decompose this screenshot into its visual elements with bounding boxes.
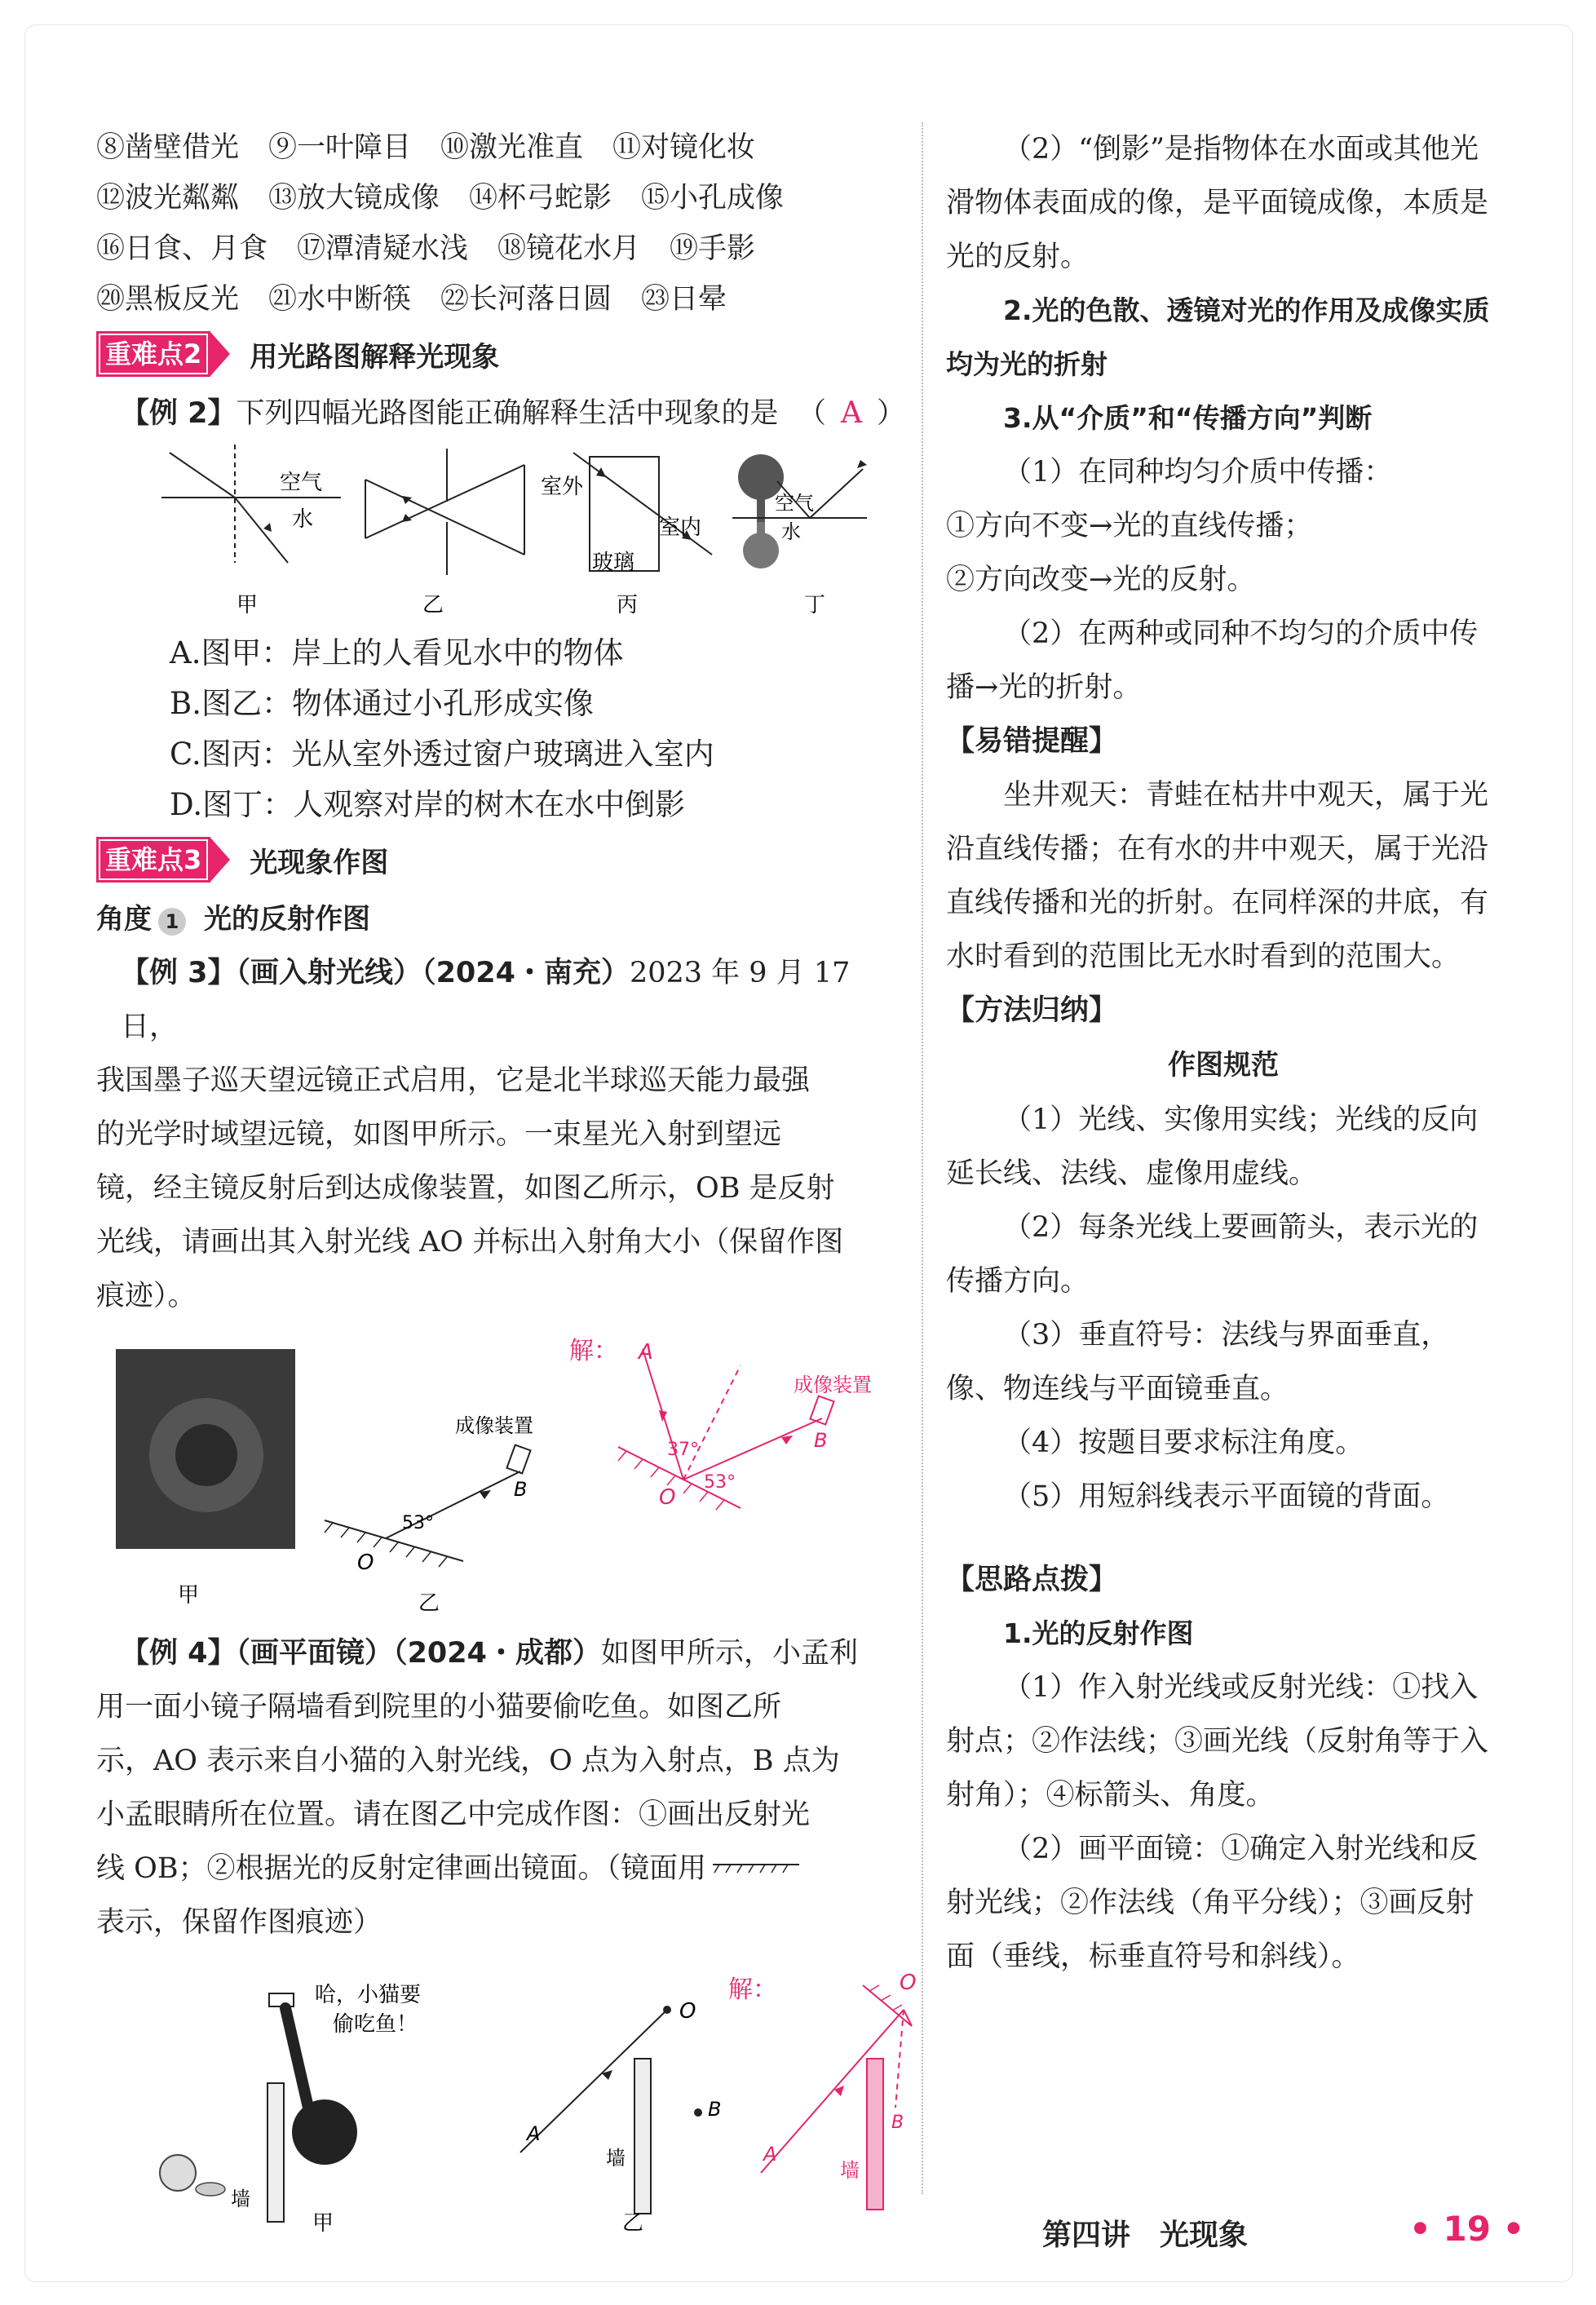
bracket-open: （ [798,397,827,430]
text-line: 的光学时域望远镜，如图甲所示。一束星光入射到望远 [96,1118,782,1151]
warning-title: 【易错提醒】 [946,725,1118,758]
idiom-item: ㉑水中断筷 [268,283,412,316]
method-rule-5: （5）用短斜线表示平面镜的背面。 [1003,1480,1450,1513]
label-indoor: 室内 [659,515,702,540]
label-imaging: 成像装置 [455,1414,533,1437]
idiom-item: ⑱镜花水月 [497,232,641,265]
label-b: B [891,2113,904,2133]
caption-jia: 甲 [178,1583,200,1608]
idiom-item: ⑫波光粼粼 [96,182,240,215]
right-column [946,122,1501,1984]
label-o: O [659,1485,676,1510]
label-o: O [900,1971,917,1995]
label-outdoor: 室外 [541,475,584,499]
answer-value: A [841,396,863,430]
angle-label: 角度 [96,903,152,936]
figure-yi [520,1999,721,2236]
answer-bracket [798,387,905,440]
label-angle-in: 37° [667,1440,699,1460]
label-water: 水 [781,520,801,543]
label-imaging: 成像装置 [794,1374,872,1396]
idiom-list [96,122,912,325]
option-c: C.图丙：光从室外透过窗户玻璃进入室内 [170,737,714,772]
option-d: D.图丁：人观察对岸的树木在水中倒影 [170,787,686,822]
section-header-3 [96,834,912,886]
method-rule-2: （2）每条光线上要画箭头，表示光的传播方向。 [946,1211,1479,1298]
example-label: 【例 4】 [121,1637,237,1670]
example-4-line [96,1626,912,1680]
angle-title: 光的反射作图 [204,903,370,936]
example-3-figures [96,1333,912,1626]
text-line: 镜，经主镜反射后到达成像装置，如图乙所示，OB 是反射 [96,1172,835,1205]
method-title: 【方法归纳】 [946,994,1118,1027]
section-header-2 [96,328,912,380]
idiom-row-2 [96,173,912,223]
method-rule-4: （4）按题目要求标注角度。 [1003,1427,1364,1459]
figure-yi [325,1414,533,1616]
idiom-item: ㉒长河落日圆 [440,283,612,316]
tag-arrow-icon [210,332,230,376]
label-o: O [357,1551,374,1575]
label-b: B [708,2098,722,2121]
label-air: 空气 [280,471,323,495]
example-label: 【例 3】 [121,957,237,989]
solution-figure [569,1337,872,1510]
solution-figure [728,1971,916,2210]
text-line: 表示，保留作图痕迹） [96,1906,382,1939]
text-line: 用一面小镜子隔墙看到院里的小猫要偷吃鱼。如图乙所 [96,1691,782,1723]
caption-jia: 甲 [237,593,259,617]
idiom-item: ⑭杯弓蛇影 [469,182,612,215]
speech-line-2: 偷吃鱼！ [333,2012,418,2037]
example-4-figures [96,1961,917,2238]
speech-line-1: 哈，小猫要 [315,1983,422,2007]
example-label: 【例 2】 [121,397,237,430]
reflection-note: （2）“倒影”是指物体在水面或其他光滑物体表面成的像，是平面镜成像，本质是光的反射。 [946,133,1489,273]
example-4-text [96,1626,912,1949]
example-3-text [96,946,912,1323]
person-head-icon [292,2099,357,2165]
label-a: A [639,1340,653,1365]
label-o: O [679,1999,696,2024]
tag-arrow-icon [210,838,230,882]
example-2-options [96,628,912,830]
method-subtitle: 作图规范 [1168,1049,1279,1082]
idiom-item: ⑬放大镜成像 [268,182,440,215]
label-angle: 53° [402,1513,434,1533]
label-wall: 墙 [840,2159,860,2182]
idiom-item: ⑨一叶障目 [268,131,412,164]
idiom-item: ⑮小孔成像 [641,182,785,215]
idiom-item: ㉓日晕 [641,283,727,316]
method-rule-3: （3）垂直符号：法线与界面垂直，像、物连线与平面镜垂直。 [946,1319,1450,1405]
caption-yi: 乙 [622,2211,644,2236]
text-line: 我国墨子巡天望远镜正式启用，它是北半球巡天能力最强 [96,1064,811,1097]
example-3-line [96,946,912,1054]
figure-jia [160,1983,421,2236]
imaging-device-icon [506,1444,530,1473]
option-a: A.图甲：岸上的人看见水中的物体 [170,635,624,670]
solution-label: 解： [569,1337,618,1365]
warning-text: 坐井观天：青蛙在枯井中观天，属于光沿直线传播；在有水的井中观天，属于光沿直线传播和光的折射。在同样深的井底，有水时看到的范围比无水时看到的范围大。 [946,779,1489,973]
solution-label: 解： [728,1975,777,2004]
example-source: （2024・成都） [393,1637,601,1670]
idiom-item: ⑧凿壁借光 [96,131,240,164]
caption-yi: 乙 [422,593,444,617]
section-tag: 重难点2 [96,331,210,377]
text-line: 小孟眼睛所在位置。请在图乙中完成作图：①画出反射光 [96,1798,811,1831]
idiom-row-4 [96,274,912,325]
medium-rule-1b: ②方向改变→光的反射。 [946,564,1256,596]
label-glass: 玻璃 [592,551,635,575]
label-water: 水 [292,507,314,532]
bracket-close: ） [877,397,906,430]
left-column [96,122,917,2238]
section-tag: 重难点3 [96,837,210,883]
text-line: 2023 年 9 月 17 日， [121,957,851,1043]
caption-bing: 丙 [617,593,639,617]
label-wall: 墙 [606,2147,626,2170]
text-line: 示，AO 表示来自小猫的入射光线，O 点为入射点，B 点为 [96,1745,840,1777]
idiom-item: ⑪对镜化妆 [612,131,756,164]
idea-title: 【思路点拨】 [946,1564,1118,1596]
label-air: 空气 [775,492,814,515]
eye-icon [857,460,867,468]
label-a: A [763,2143,777,2166]
section-title: 光现象作图 [250,846,389,879]
heading-2: 2.光的色散、透镜对光的作用及成像实质均为光的折射 [946,294,1490,380]
fish-icon [196,2183,225,2196]
label-b: B [514,1478,528,1501]
method-rule-1: （1）光线、实像用实线；光线的反向延长线、法线、虚像用虚线。 [946,1104,1479,1190]
idea-heading: 1.光的反射作图 [1003,1617,1194,1649]
figure-yi [365,449,524,617]
idiom-row-1 [96,122,912,173]
cat-icon [160,2155,196,2191]
idea-step-1: （1）作入射光线或反射光线：①找入射点；②作法线；③画光线（反射角等于入射角）；④标箭头、角度。 [946,1671,1489,1812]
option-b: B.图乙：物体通过小孔形成实像 [170,686,594,721]
wall-icon [867,2059,883,2210]
medium-rule-1a: ①方向不变→光的直线传播； [946,510,1313,542]
wall-icon [267,2083,284,2222]
text-line: 痕迹）。 [96,1280,197,1312]
figure-bing [541,453,712,617]
example-tag: （画平面镜） [236,1637,394,1670]
idiom-item: ⑳黑板反光 [96,283,240,316]
medium-rule-2: （2）在两种或同种不均匀的介质中传播→光的折射。 [946,617,1479,704]
caption-ding: 丁 [804,593,826,617]
chapter-title: 第四讲 光现象 [1042,2219,1249,2252]
example-tag: （画入射光线） [236,957,422,989]
label-angle: 53° [704,1472,736,1493]
heading-3: 3.从“介质”和“传播方向”判断 [1003,402,1373,434]
mirror-symbol-icon [711,1860,801,1881]
text-line-with-mirror [96,1842,912,1896]
column-divider [922,122,923,2194]
text-line: 光线，请画出其入射光线 AO 并标出入射角大小（保留作图 [96,1226,844,1259]
figure-ding [732,454,867,617]
label-a: A [527,2122,541,2145]
example-source: （2024・南充） [422,957,630,989]
caption-jia: 甲 [312,2211,334,2236]
page-number: • 19 • [1409,2209,1525,2249]
example-2-figures [96,440,912,628]
idiom-item: ⑩激光准直 [440,131,584,164]
idea-step-2: （2）画平面镜：①确定入射光线和反射光线；②作法线（角平分线）；③画反射面（垂线，标垂直符号和斜线）。 [946,1833,1479,1973]
label-b: B [814,1429,828,1452]
question-text: 下列四幅光路图能正确解释生活中现象的是 [236,397,779,430]
idiom-item: ⑯日食、月食 [96,232,268,265]
label-wall: 墙 [231,2188,250,2210]
medium-rule-1: （1）在同种均匀介质中传播： [1003,456,1393,489]
figure-jia [161,445,341,617]
idiom-item: ⑲手影 [670,232,756,265]
angle-heading [96,892,912,946]
angle-number: 1 [158,908,186,936]
example-2-question [96,387,912,440]
idiom-item: ⑰潭清疑水浅 [297,232,469,265]
wall-icon [634,2059,651,2214]
idiom-row-3 [96,223,912,274]
text-line: 如图甲所示，小孟利 [600,1637,858,1670]
caption-yi: 乙 [418,1591,440,1616]
section-title: 用光路图解释光现象 [250,340,500,374]
text-line: 线 OB；②根据光的反射定律画出镜面。（镜面用 [96,1852,707,1885]
